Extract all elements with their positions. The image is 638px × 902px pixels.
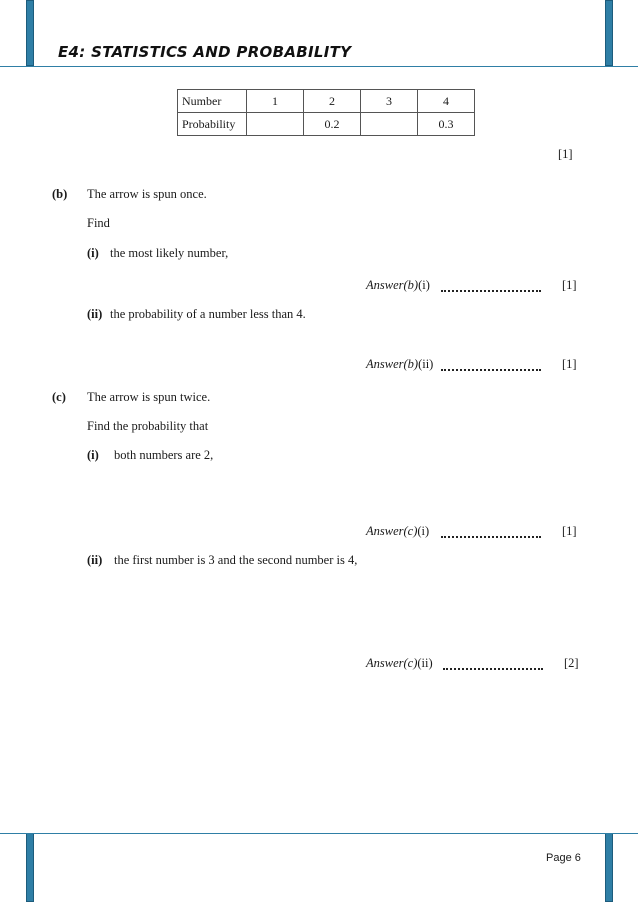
- table-cell: 0.3: [418, 113, 475, 136]
- part-b-find: Find: [87, 216, 110, 230]
- top-right-bar: [605, 0, 613, 66]
- top-left-bar: [26, 0, 34, 66]
- footer-rule: [0, 833, 638, 834]
- answer-b-ii-field[interactable]: [441, 369, 541, 371]
- page-title: E4: STATISTICS AND PROBABILITY: [58, 43, 352, 61]
- part-c-find: Find the probability that: [87, 419, 209, 433]
- part-b-text: The arrow is spun once.: [87, 187, 207, 201]
- answer-c-ii-field[interactable]: [443, 668, 543, 670]
- part-b-label: (b): [52, 187, 68, 201]
- part-b-ii-label: (ii): [87, 307, 103, 321]
- answer-c-ii-label: Answer(c)(ii): [366, 656, 433, 670]
- part-b-i-label: (i): [87, 246, 99, 260]
- answer-b-i-field[interactable]: [441, 290, 541, 292]
- table-cell: 0.2: [304, 113, 361, 136]
- table-cell: 3: [361, 90, 418, 113]
- bottom-right-bar: [605, 833, 613, 902]
- marks-b-ii: [1]: [562, 357, 577, 371]
- part-c-text: The arrow is spun twice.: [87, 390, 211, 404]
- part-c-i-text: both numbers are 2,: [114, 448, 214, 462]
- table-row: [178, 90, 475, 113]
- part-c-i-label: (i): [87, 448, 99, 462]
- table-cell: 2: [304, 90, 361, 113]
- answer-b-ii-label: Answer(b)(ii): [366, 357, 434, 371]
- table-cell: Number: [178, 90, 247, 113]
- answer-b-i-label: Answer(b)(i): [366, 278, 430, 292]
- table-cell[interactable]: [247, 113, 304, 136]
- part-c-ii-label: (ii): [87, 553, 103, 567]
- part-b-ii-text: the probability of a number less than 4.: [110, 307, 306, 321]
- answer-c-i-field[interactable]: [441, 536, 541, 538]
- bottom-left-bar: [26, 833, 34, 902]
- table-cell[interactable]: [361, 113, 418, 136]
- table-cell: Probability: [178, 113, 247, 136]
- header-rule: [0, 66, 638, 67]
- table-cell: 1: [247, 90, 304, 113]
- marks-c-ii: [2]: [564, 656, 579, 670]
- part-b-i-text: the most likely number,: [110, 246, 229, 260]
- marks-c-i: [1]: [562, 524, 577, 538]
- answer-c-i-label: Answer(c)(i): [366, 524, 430, 538]
- table-row: [178, 113, 475, 136]
- part-c-label: (c): [52, 390, 66, 404]
- page-number: Page 6: [546, 852, 581, 864]
- marks-a: [1]: [558, 147, 573, 161]
- marks-b-i: [1]: [562, 278, 577, 292]
- table-cell: 4: [418, 90, 475, 113]
- probability-table: [177, 89, 475, 136]
- part-c-ii-text: the first number is 3 and the second number is 4,: [114, 553, 358, 567]
